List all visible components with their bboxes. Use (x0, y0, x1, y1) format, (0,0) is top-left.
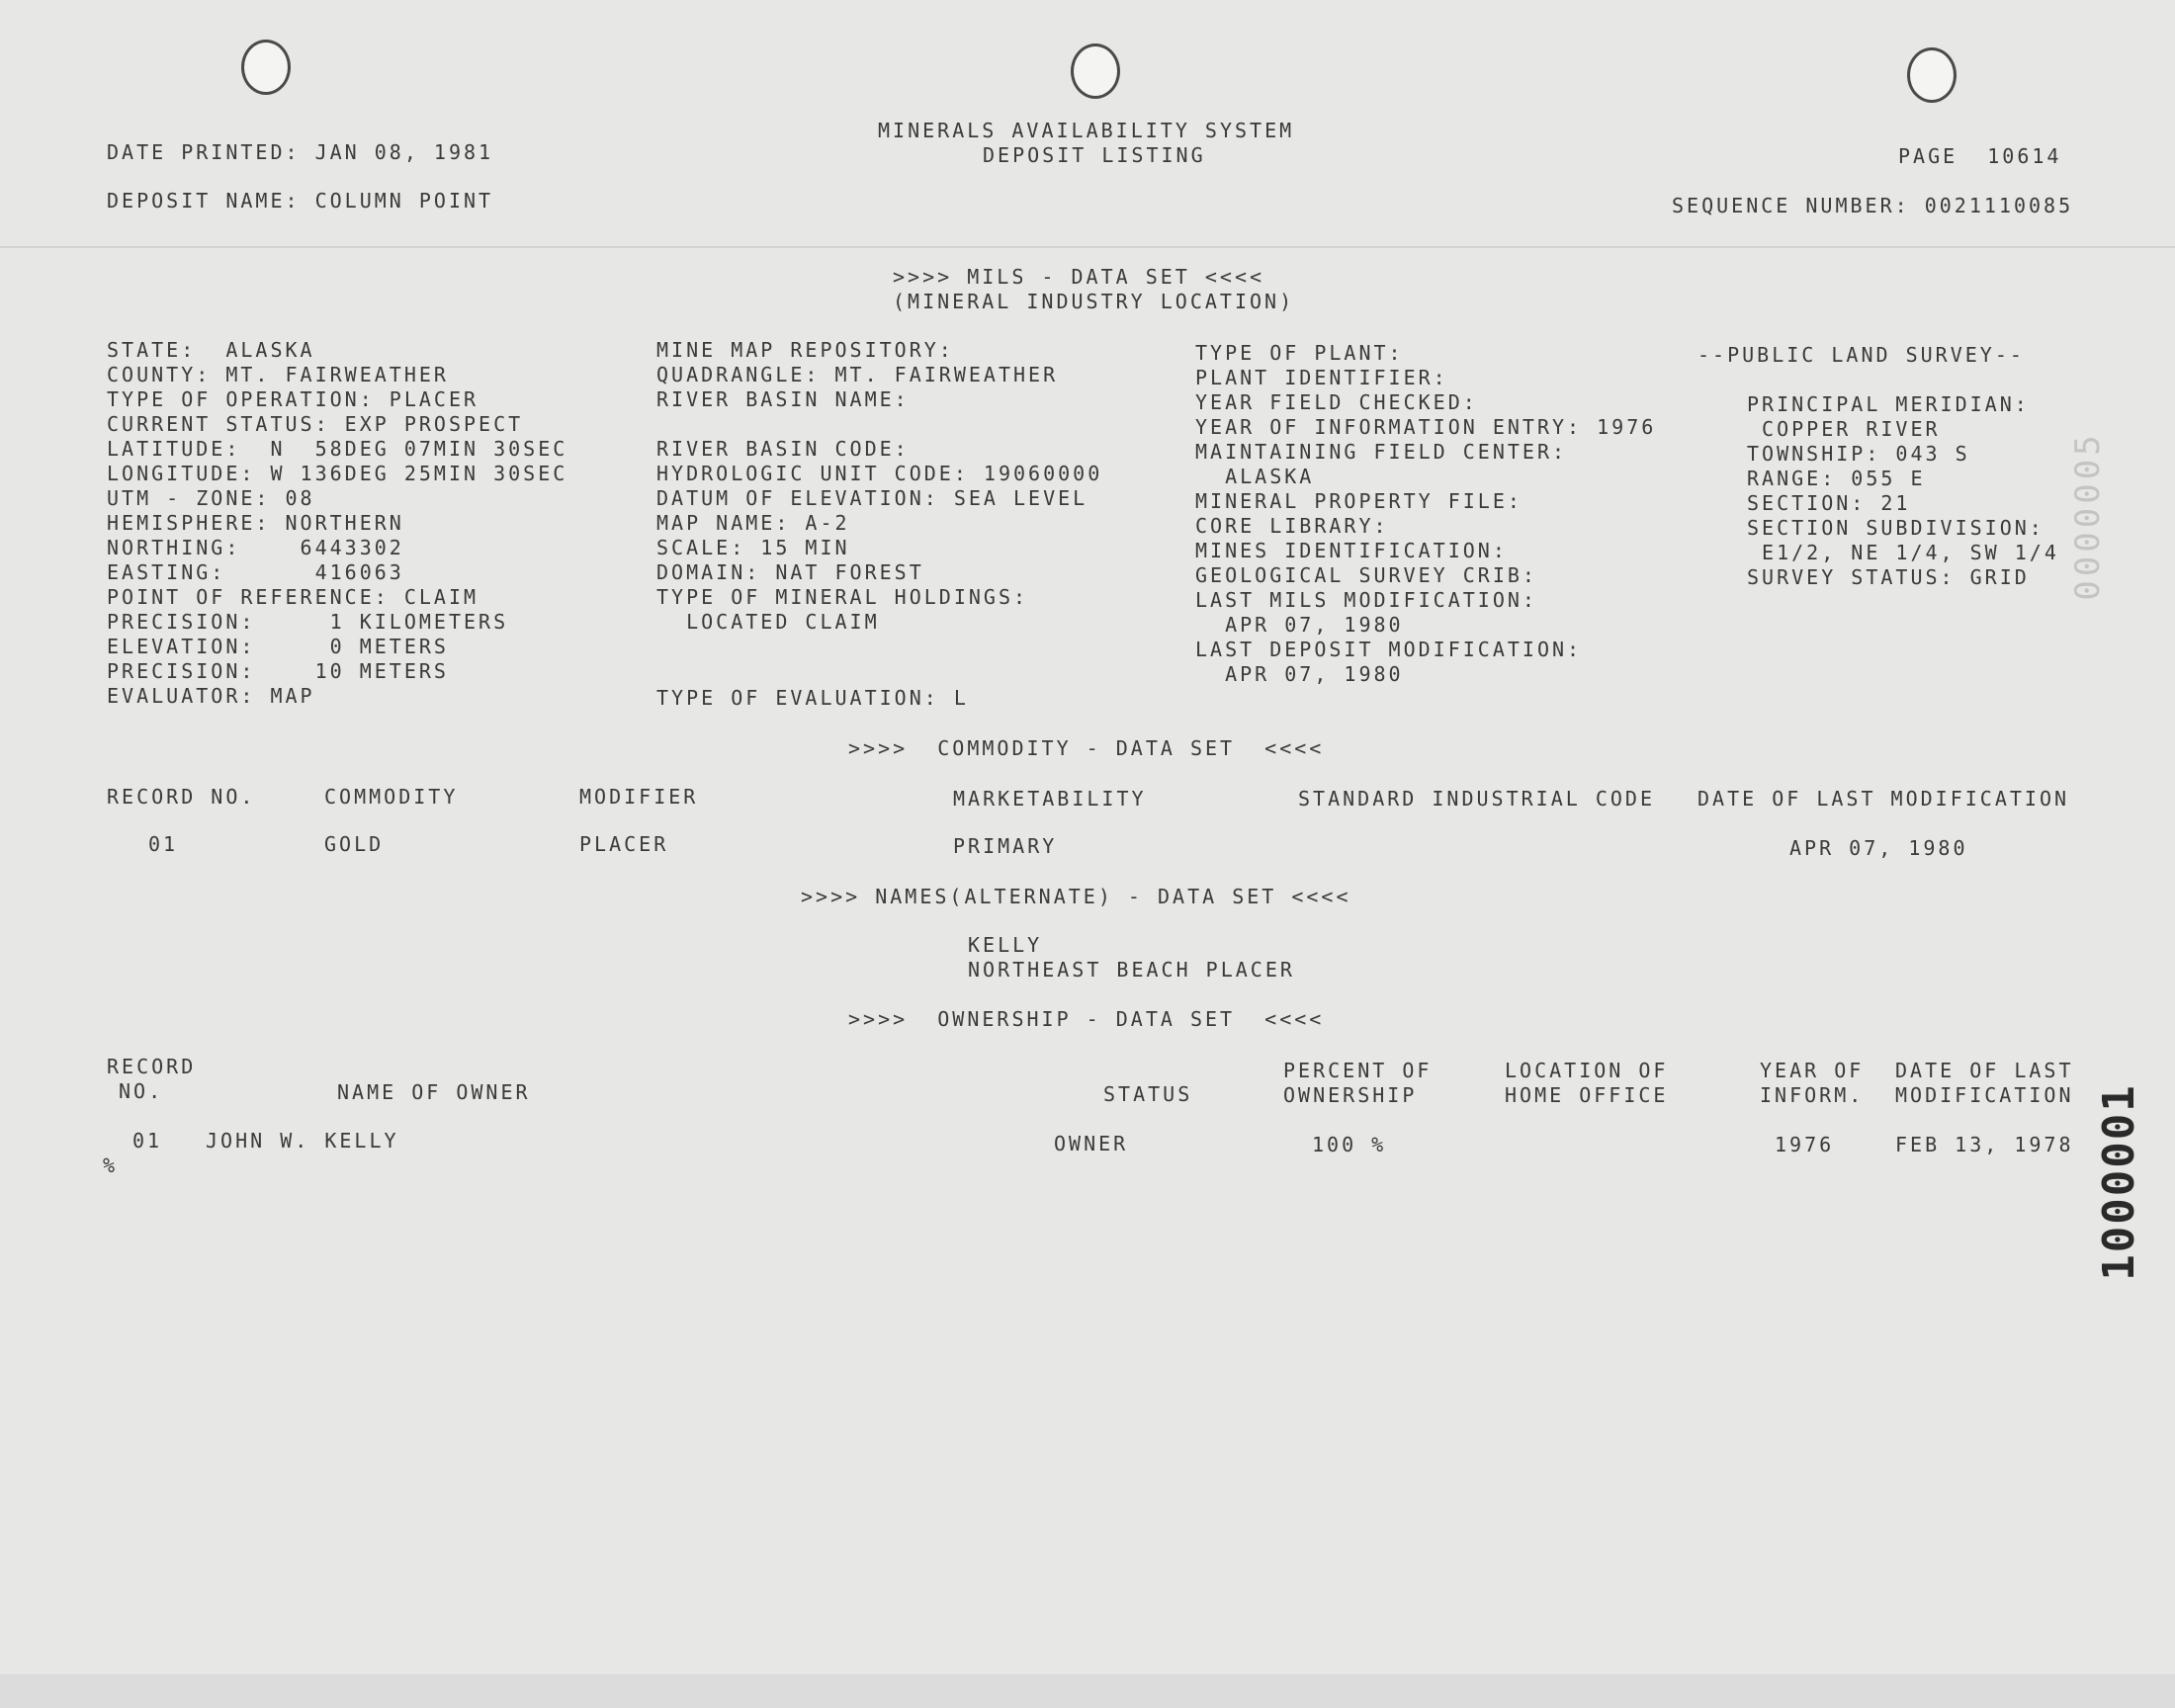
ownership-header-year: YEAR OF (1760, 1059, 1865, 1082)
pls-meridian-value: COPPER RIVER (1747, 417, 1941, 441)
mils-evaluator: EVALUATOR: MAP (107, 684, 315, 708)
mils-subheading: (MINERAL INDUSTRY LOCATION) (893, 290, 1295, 313)
commodity-header-record-no: RECORD NO. (107, 785, 256, 809)
mils-domain: DOMAIN: NAT FOREST (656, 560, 924, 584)
mils-river-basin-name: RIVER BASIN NAME: (656, 387, 910, 411)
ownership-header-record: RECORD (107, 1055, 197, 1078)
mils-mines-identification: MINES IDENTIFICATION: (1195, 539, 1508, 562)
commodity-cell-marketability: PRIMARY (953, 834, 1058, 858)
commodity-cell-date-last-mod: APR 07, 1980 (1789, 836, 1968, 860)
ownership-cell-record-no: 01 (132, 1129, 163, 1153)
sequence-number: SEQUENCE NUMBER: 0021110085 (1672, 194, 2074, 217)
fold-line (0, 246, 2175, 248)
mils-geological-survey-crib: GEOLOGICAL SURVEY CRIB: (1195, 563, 1537, 587)
ownership-header-name-of-owner: NAME OF OWNER (337, 1080, 531, 1104)
mils-hemisphere: HEMISPHERE: NORTHERN (107, 511, 404, 535)
mils-datum-of-elevation: DATUM OF ELEVATION: SEA LEVEL (656, 486, 1088, 510)
mils-year-field-checked: YEAR FIELD CHECKED: (1195, 390, 1478, 414)
punch-hole (1071, 43, 1120, 99)
pls-section: SECTION: 21 (1747, 491, 1911, 515)
commodity-cell-commodity: GOLD (324, 832, 385, 856)
ownership-header-location: LOCATION OF (1505, 1059, 1669, 1082)
pls-range: RANGE: 055 E (1747, 467, 1926, 490)
mils-mineral-property-file: MINERAL PROPERTY FILE: (1195, 489, 1522, 513)
mils-type-of-plant: TYPE OF PLANT: (1195, 341, 1404, 365)
commodity-header-date-last-mod: DATE OF LAST MODIFICATION (1697, 787, 2070, 811)
ownership-header-status: STATUS (1103, 1082, 1193, 1106)
punch-hole (1907, 47, 1957, 103)
ownership-cell-percent: 100 % (1312, 1133, 1387, 1156)
pls-section-subdivision: SECTION SUBDIVISION: (1747, 516, 2044, 540)
mils-mineral-holdings-value: LOCATED CLAIM (656, 610, 880, 634)
listing-title: DEPOSIT LISTING (983, 143, 1206, 167)
ownership-header-modification: MODIFICATION (1895, 1083, 2074, 1107)
mils-type-of-evaluation: TYPE OF EVALUATION: L (656, 686, 969, 710)
ownership-cell-year: 1976 (1775, 1133, 1835, 1156)
mils-last-deposit-modification-date: APR 07, 1980 (1195, 662, 1404, 686)
mils-current-status: CURRENT STATUS: EXP PROSPECT (107, 412, 524, 436)
pls-survey-status: SURVEY STATUS: GRID (1747, 565, 2030, 589)
mils-easting: EASTING: 416063 (107, 560, 404, 584)
mils-field-center-value: ALASKA (1195, 465, 1315, 488)
edge-stamp: 0000005 (2068, 431, 2108, 601)
commodity-cell-modifier: PLACER (579, 832, 669, 856)
page-number: PAGE 10614 (1898, 144, 2062, 168)
mils-last-deposit-modification: LAST DEPOSIT MODIFICATION: (1195, 638, 1583, 661)
pls-township: TOWNSHIP: 043 S (1747, 442, 1970, 466)
mils-last-mils-modification: LAST MILS MODIFICATION: (1195, 588, 1537, 612)
ownership-header-no: NO. (119, 1079, 164, 1103)
mils-type-of-operation: TYPE OF OPERATION: PLACER (107, 387, 479, 411)
ownership-cell-date-last-mod: FEB 13, 1978 (1895, 1133, 2074, 1156)
names-heading: >>>> NAMES(ALTERNATE) - DATA SET <<<< (801, 885, 1351, 908)
commodity-cell-record-no: 01 (148, 832, 179, 856)
date-printed: DATE PRINTED: JAN 08, 1981 (107, 140, 494, 164)
commodity-header-sic: STANDARD INDUSTRIAL CODE (1298, 787, 1655, 811)
mils-latitude: LATITUDE: N 58DEG 07MIN 30SEC (107, 437, 568, 461)
mils-core-library: CORE LIBRARY: (1195, 514, 1389, 538)
commodity-header-modifier: MODIFIER (579, 785, 699, 809)
mils-scale: SCALE: 15 MIN (656, 536, 850, 559)
mils-type-of-mineral-holdings: TYPE OF MINERAL HOLDINGS: (656, 585, 1029, 609)
ownership-heading: >>>> OWNERSHIP - DATA SET <<<< (848, 1007, 1325, 1031)
mils-utm-zone: UTM - ZONE: 08 (107, 486, 315, 510)
commodity-header-marketability: MARKETABILITY (953, 787, 1147, 811)
ownership-header-date-last: DATE OF LAST (1895, 1059, 2074, 1082)
mils-last-mils-modification-date: APR 07, 1980 (1195, 613, 1404, 637)
alternate-name: KELLY (968, 933, 1043, 957)
ownership-header-percent: PERCENT OF (1283, 1059, 1433, 1082)
mils-precision-location: PRECISION: 1 KILOMETERS (107, 610, 509, 634)
punch-hole (241, 40, 291, 95)
mils-mine-map-repository: MINE MAP REPOSITORY: (656, 338, 954, 362)
mils-heading: >>>> MILS - DATA SET <<<< (893, 265, 1265, 289)
deposit-name: DEPOSIT NAME: COLUMN POINT (107, 189, 494, 213)
ownership-cell-name-of-owner: JOHN W. KELLY (206, 1129, 399, 1153)
system-title: MINERALS AVAILABILITY SYSTEM (878, 119, 1295, 142)
mils-elevation: ELEVATION: 0 METERS (107, 635, 449, 658)
end-of-record-mark: % (103, 1153, 119, 1177)
mils-map-name: MAP NAME: A-2 (656, 511, 850, 535)
mils-year-of-information-entry: YEAR OF INFORMATION ENTRY: 1976 (1195, 415, 1657, 439)
ownership-header-inform: INFORM. (1760, 1083, 1865, 1107)
mils-state: STATE: ALASKA (107, 338, 315, 362)
pls-principal-meridian: PRINCIPAL MERIDIAN: (1747, 392, 2030, 416)
mils-precision-elevation: PRECISION: 10 METERS (107, 659, 449, 683)
edge-stamp: 1000001 (2094, 1083, 2144, 1281)
commodity-header-commodity: COMMODITY (324, 785, 459, 809)
ownership-header-home-office: HOME OFFICE (1505, 1083, 1669, 1107)
pls-subdivision-value: E1/2, NE 1/4, SW 1/4 (1747, 541, 2059, 564)
mils-longitude: LONGITUDE: W 136DEG 25MIN 30SEC (107, 462, 568, 485)
mils-quadrangle: QUADRANGLE: MT. FAIRWEATHER (656, 363, 1059, 386)
ownership-cell-status: OWNER (1054, 1132, 1129, 1155)
mils-county: COUNTY: MT. FAIRWEATHER (107, 363, 449, 386)
mils-plant-identifier: PLANT IDENTIFIER: (1195, 366, 1448, 389)
commodity-heading: >>>> COMMODITY - DATA SET <<<< (848, 736, 1325, 760)
mils-maintaining-field-center: MAINTAINING FIELD CENTER: (1195, 440, 1568, 464)
mils-river-basin-code: RIVER BASIN CODE: (656, 437, 910, 461)
alternate-name: NORTHEAST BEACH PLACER (968, 958, 1295, 982)
mils-northing: NORTHING: 6443302 (107, 536, 404, 559)
mils-point-of-reference: POINT OF REFERENCE: CLAIM (107, 585, 479, 609)
public-land-survey-heading: --PUBLIC LAND SURVEY-- (1697, 343, 2025, 367)
mils-hydrologic-unit-code: HYDROLOGIC UNIT CODE: 19060000 (656, 462, 1103, 485)
ownership-header-ownership: OWNERSHIP (1283, 1083, 1418, 1107)
